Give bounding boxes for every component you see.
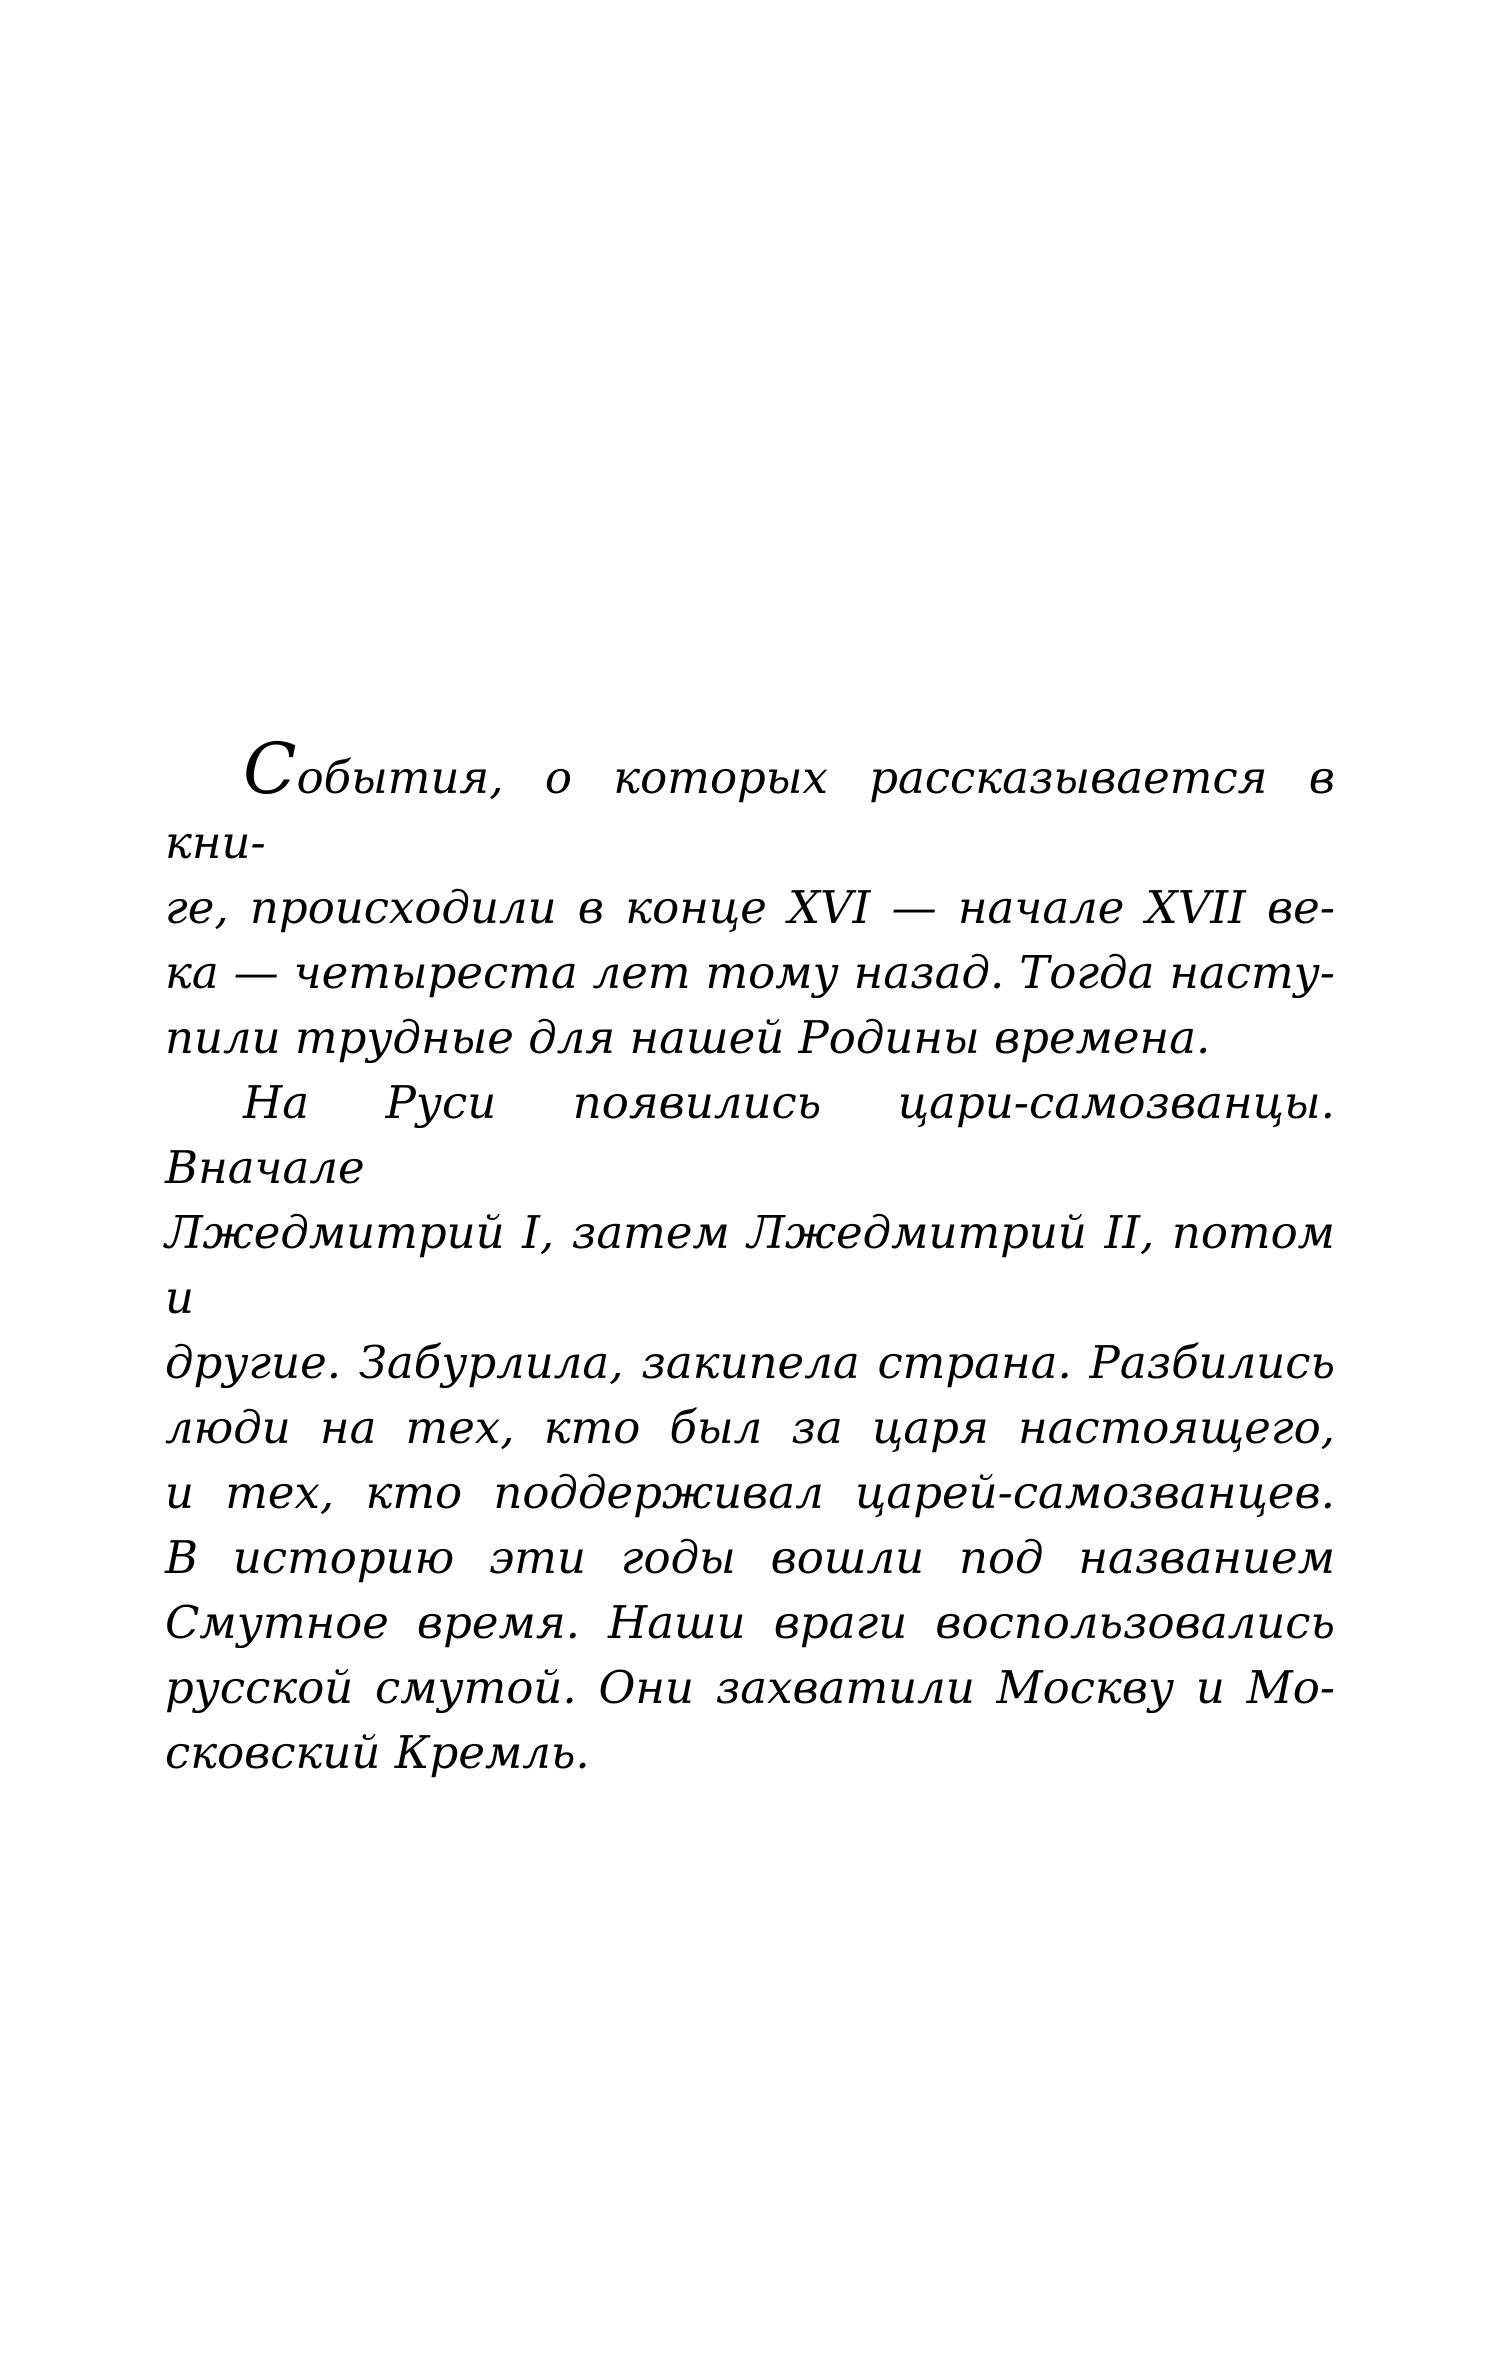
text-line: люди на тех, кто был за царя настоящего, [165, 1401, 1335, 1454]
text-line: Смутное время. Наши враги воспользовались [165, 1596, 1335, 1649]
text-line: На Руси появились цари-самозванцы. Вначале [165, 1076, 1335, 1194]
line-text: обытия, о которых рассказывается в кни- [165, 751, 1335, 869]
paragraph-1 [165, 728, 1335, 1070]
text-line: ге, происходили в конце XVI — начале XVII ве- [165, 881, 1335, 934]
initial-letter: С [243, 728, 297, 810]
body-text [165, 728, 1335, 1785]
text-line: ка — четыреста лет тому назад. Тогда насту- [165, 946, 1335, 999]
paragraph-2 [165, 1070, 1335, 1785]
text-line: пили трудные для нашей Родины времена. [165, 1011, 1211, 1064]
text-line: другие. Забурлила, закипела страна. Разбились [165, 1336, 1335, 1389]
text-line: русской смутой. Они захватили Москву и Мо- [165, 1661, 1335, 1714]
text-line [165, 728, 1335, 875]
text-line: и тех, кто поддерживал царей-самозванцев. [165, 1466, 1335, 1519]
text-line: В историю эти годы вошли под названием [165, 1531, 1335, 1584]
text-line: сковский Кремль. [165, 1726, 590, 1779]
text-line: Лжедмитрий I, затем Лжедмитрий II, потом и [165, 1206, 1335, 1324]
